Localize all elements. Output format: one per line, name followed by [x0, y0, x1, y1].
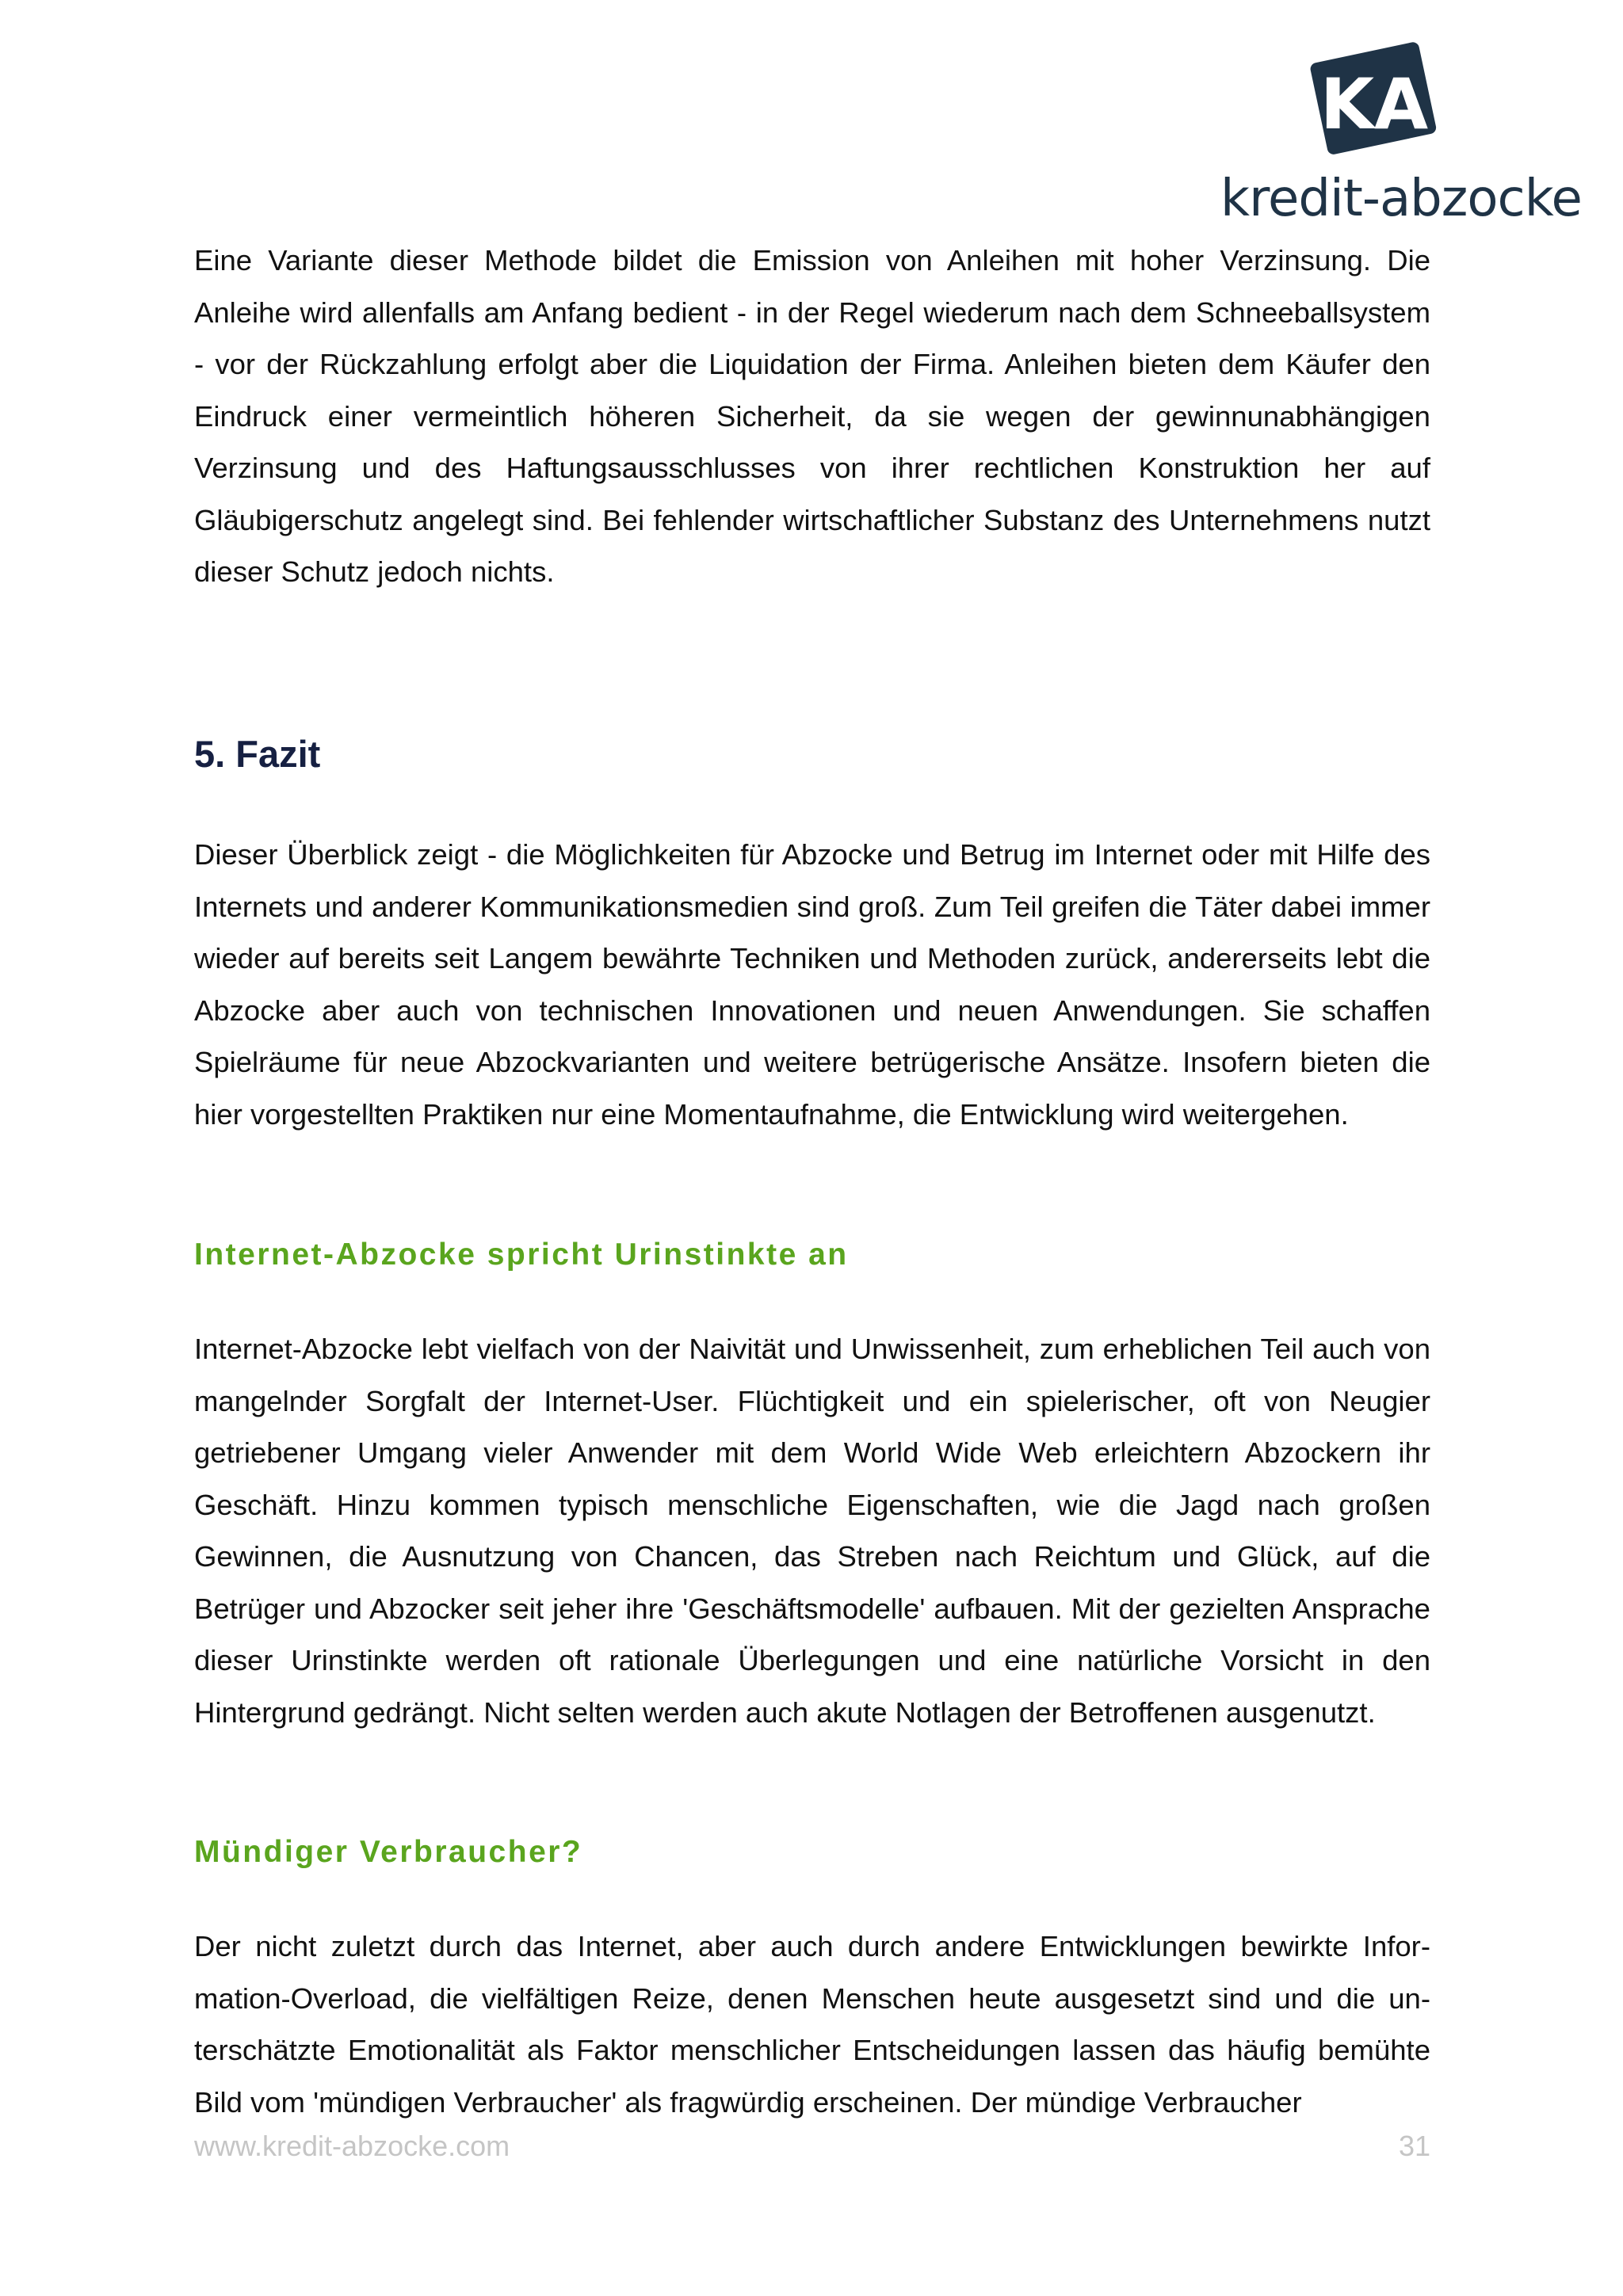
section-number: 5. [194, 733, 226, 775]
subsection-paragraph-urinstinkte: Internet-Abzocke lebt vielfach von der Naivität und Unwissenheit, zum erheblichen Teil auch von mangelnder Sorgfalt der Internet-User. Flüchtigkeit und ein spielerischer, oft von Neugier getriebener Umgang vieler Anwender mit dem World Wide Web erleichtern Abzockern ihr Geschäft. Hinzu kommen typisch menschliche Eigenschaften, wie die Jagd nach großen Gewinnen, die Ausnutzung von Chancen, das Streben nach Reichtum und Glück, auf die Betrüger und Abzocker seit jeher ihre 'Geschäftsmodelle' aufbauen. Mit der gezielten Ansprache dieser Urinstinkte werden oft rationale Überlegungen und eine natürliche Vorsicht in den Hintergrund gedrängt. Nicht selten werden auch akute Notlagen der Betroffenen ausgenutzt. [194, 1333, 1430, 1729]
intro-paragraph: Eine Variante dieser Methode bildet die Emission von Anleihen mit hoher Verzinsung. Die Anleihe wird allenfalls am Anfang bedient - in der Regel wiederum nach dem Schneeballsystem - vor der Rückzahlung erfolgt aber die Liquidation der Firma. Anleihen bieten dem Käufer den Eindruck einer vermeintlich höheren Sicherheit, da sie wegen der gewinnunabhängigen Verzinsung und des Haftungsausschlusses von ihrer rechtlichen Konstruktion her auf Gläubigerschutz angelegt sind. Bei fehlender wirtschaftlicher Substanz des Unternehmens nutzt dieser Schutz jedoch nichts. [194, 244, 1430, 588]
subsection-paragraph-verbraucher: Der nicht zuletzt durch das Internet, aber auch durch andere Entwicklungen bewirkte Information-Overload, die vielfältigen Reize, denen Menschen heute ausgesetzt sind und die unterschätzte Emotionalität als Faktor menschlicher Entscheidungen lassen das häufig bemühte Bild vom 'mündigen Verbraucher' als fragwürdig erscheinen. Der mündige Verbraucher [194, 1930, 1430, 2119]
ka-logo-icon [1220, 41, 1569, 168]
brand-logo [1220, 41, 1582, 231]
subsection-heading-verbraucher: Mündiger Verbraucher? [194, 1835, 583, 1869]
page-number: 31 [1398, 2130, 1430, 2162]
section-paragraph: Dieser Überblick zeigt - die Möglichkeiten für Abzocke und Betrug im Internet oder mit Hilfe des Internets und anderer Kommunikationsmedien sind groß. Zum Teil greifen die Täter dabei immer wieder auf bereits seit Langem bewährte Techniken und Methoden zurück, andererseits lebt die Abzocke aber auch von technischen Innovationen und neuen Anwendungen. Sie schaffen Spielräume für neue Abzockvarianten und weitere betrügerische Ansätze. Insofern bieten die hier vorgestellten Praktiken nur eine Momentaufnahme, die Entwicklung wird weitergehen. [194, 838, 1430, 1131]
subsection-heading-urinstinkte: Internet-Abzocke spricht Urinstinkte an [194, 1238, 849, 1272]
logo-wordmark: kredit-abzocke [1220, 170, 1582, 228]
footer-url: www.kredit-abzocke.com [194, 2130, 510, 2162]
section-heading [194, 732, 320, 776]
section-title: Fazit [235, 733, 321, 775]
logo-monogram: KA [1319, 63, 1429, 145]
